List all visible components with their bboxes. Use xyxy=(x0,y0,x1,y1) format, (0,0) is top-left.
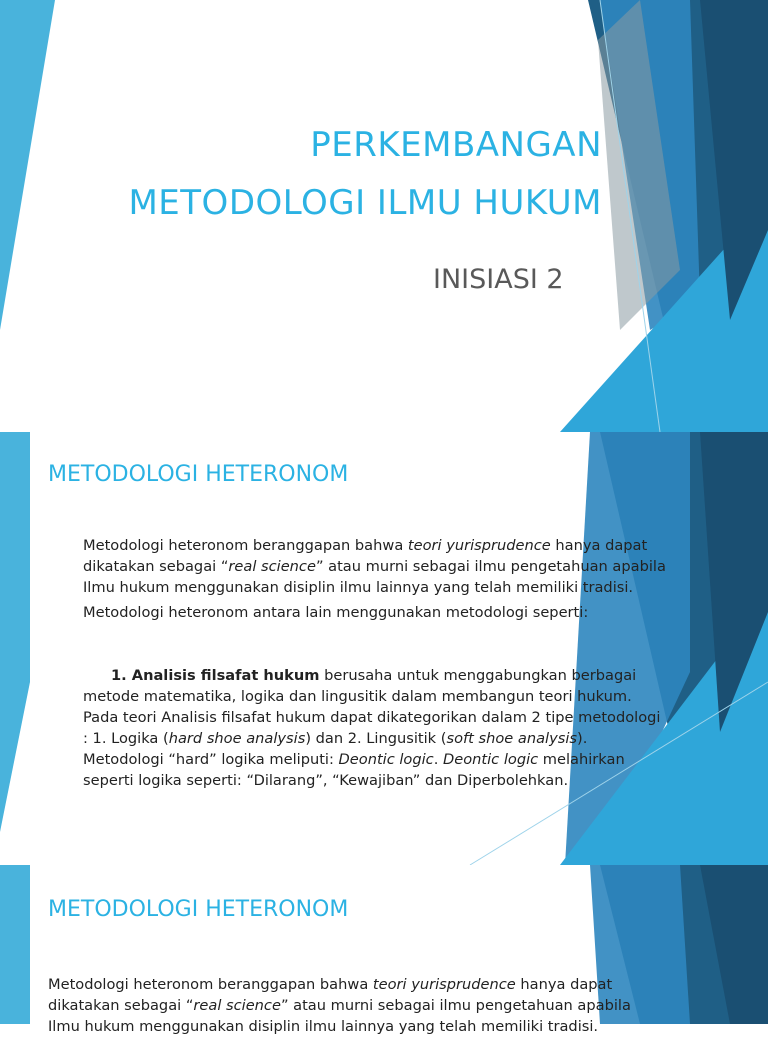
text-run-italic: soft shoe analysis xyxy=(446,730,577,747)
item-line-6: seperti logika seperti: “Dilarang”, “Kewajiban” dan Diperbolehkan. xyxy=(83,772,569,789)
text-run-italic: Deontic logic xyxy=(338,751,434,768)
text-run-italic: teori yurisprudence xyxy=(407,537,551,554)
body-text xyxy=(48,974,631,1037)
left-accent-shape xyxy=(0,865,30,1024)
paragraph-1-line-3: Ilmu hukum menggunakan disiplin ilmu lainnya yang telah memiliki tradisi. xyxy=(48,1018,599,1035)
paragraph-1-line-1 xyxy=(83,535,666,556)
item-line-2: metode matematika, logika dan lingusitik dalam membangun teori hukum. xyxy=(83,688,632,705)
item-line-4 xyxy=(83,728,660,749)
paragraph-1-line-2 xyxy=(83,556,666,577)
body-text xyxy=(83,535,666,623)
text-run: ” atau murni sebagai ilmu pengetahuan apabila xyxy=(315,558,666,575)
slide-content-1 xyxy=(0,432,768,865)
text-run: ). xyxy=(577,730,588,747)
left-accent-shape xyxy=(0,432,30,832)
slide-title-text xyxy=(128,116,602,232)
slide-content-2 xyxy=(0,865,768,1035)
text-run: melahirkan xyxy=(538,751,625,768)
text-run: dikatakan sebagai “ xyxy=(48,997,194,1014)
left-accent-shape xyxy=(0,0,55,330)
paragraph-1-line-1 xyxy=(48,974,631,995)
text-run: Metodologi “hard” logika meliputi: xyxy=(83,751,339,768)
slide-title xyxy=(0,0,768,432)
text-run: ” atau murni sebagai ilmu pengetahuan apabila xyxy=(280,997,631,1014)
text-run: hanya dapat xyxy=(550,537,648,554)
slide-heading: METODOLOGI HETERONOM xyxy=(48,462,349,487)
text-run-italic: Deontic logic xyxy=(443,751,539,768)
text-run: berusaha untuk menggabungkan berbagai xyxy=(319,667,637,684)
list-item-1 xyxy=(83,665,660,791)
text-run: Metodologi heteronom beranggapan bahwa xyxy=(48,976,373,993)
item-line-3: Pada teori Analisis filsafat hukum dapat dikategorikan dalam 2 tipe metodologi xyxy=(83,709,661,726)
slide-heading: METODOLOGI HETERONOM xyxy=(48,897,349,922)
slide-decoration xyxy=(0,432,768,865)
item-line-1 xyxy=(83,665,660,686)
text-run-italic: teori yurisprudence xyxy=(372,976,516,993)
text-run-italic: real science xyxy=(228,558,316,575)
text-run-italic: real science xyxy=(193,997,281,1014)
text-run: ) dan 2. Lingusitik ( xyxy=(305,730,447,747)
text-run: : 1. Logika ( xyxy=(83,730,169,747)
text-run: hanya dapat xyxy=(515,976,613,993)
paragraph-2: Metodologi heteronom antara lain menggunakan metodologi seperti: xyxy=(83,604,589,621)
paragraph-1-line-3: Ilmu hukum menggunakan disiplin ilmu lainnya yang telah memiliki tradisi. xyxy=(83,579,634,596)
title-line-1: PERKEMBANGAN xyxy=(310,125,602,165)
item-line-5 xyxy=(83,749,660,770)
text-run: dikatakan sebagai “ xyxy=(83,558,229,575)
text-run-italic: hard shoe analysis xyxy=(168,730,306,747)
text-run: Metodologi heteronom beranggapan bahwa xyxy=(83,537,408,554)
paragraph-1-line-2 xyxy=(48,995,631,1016)
item-number: 1. Analisis filsafat hukum xyxy=(111,667,320,684)
title-line-2: METODOLOGI ILMU HUKUM xyxy=(128,183,602,223)
text-run: . xyxy=(433,751,443,768)
slide-subtitle: INISIASI 2 xyxy=(433,264,564,295)
